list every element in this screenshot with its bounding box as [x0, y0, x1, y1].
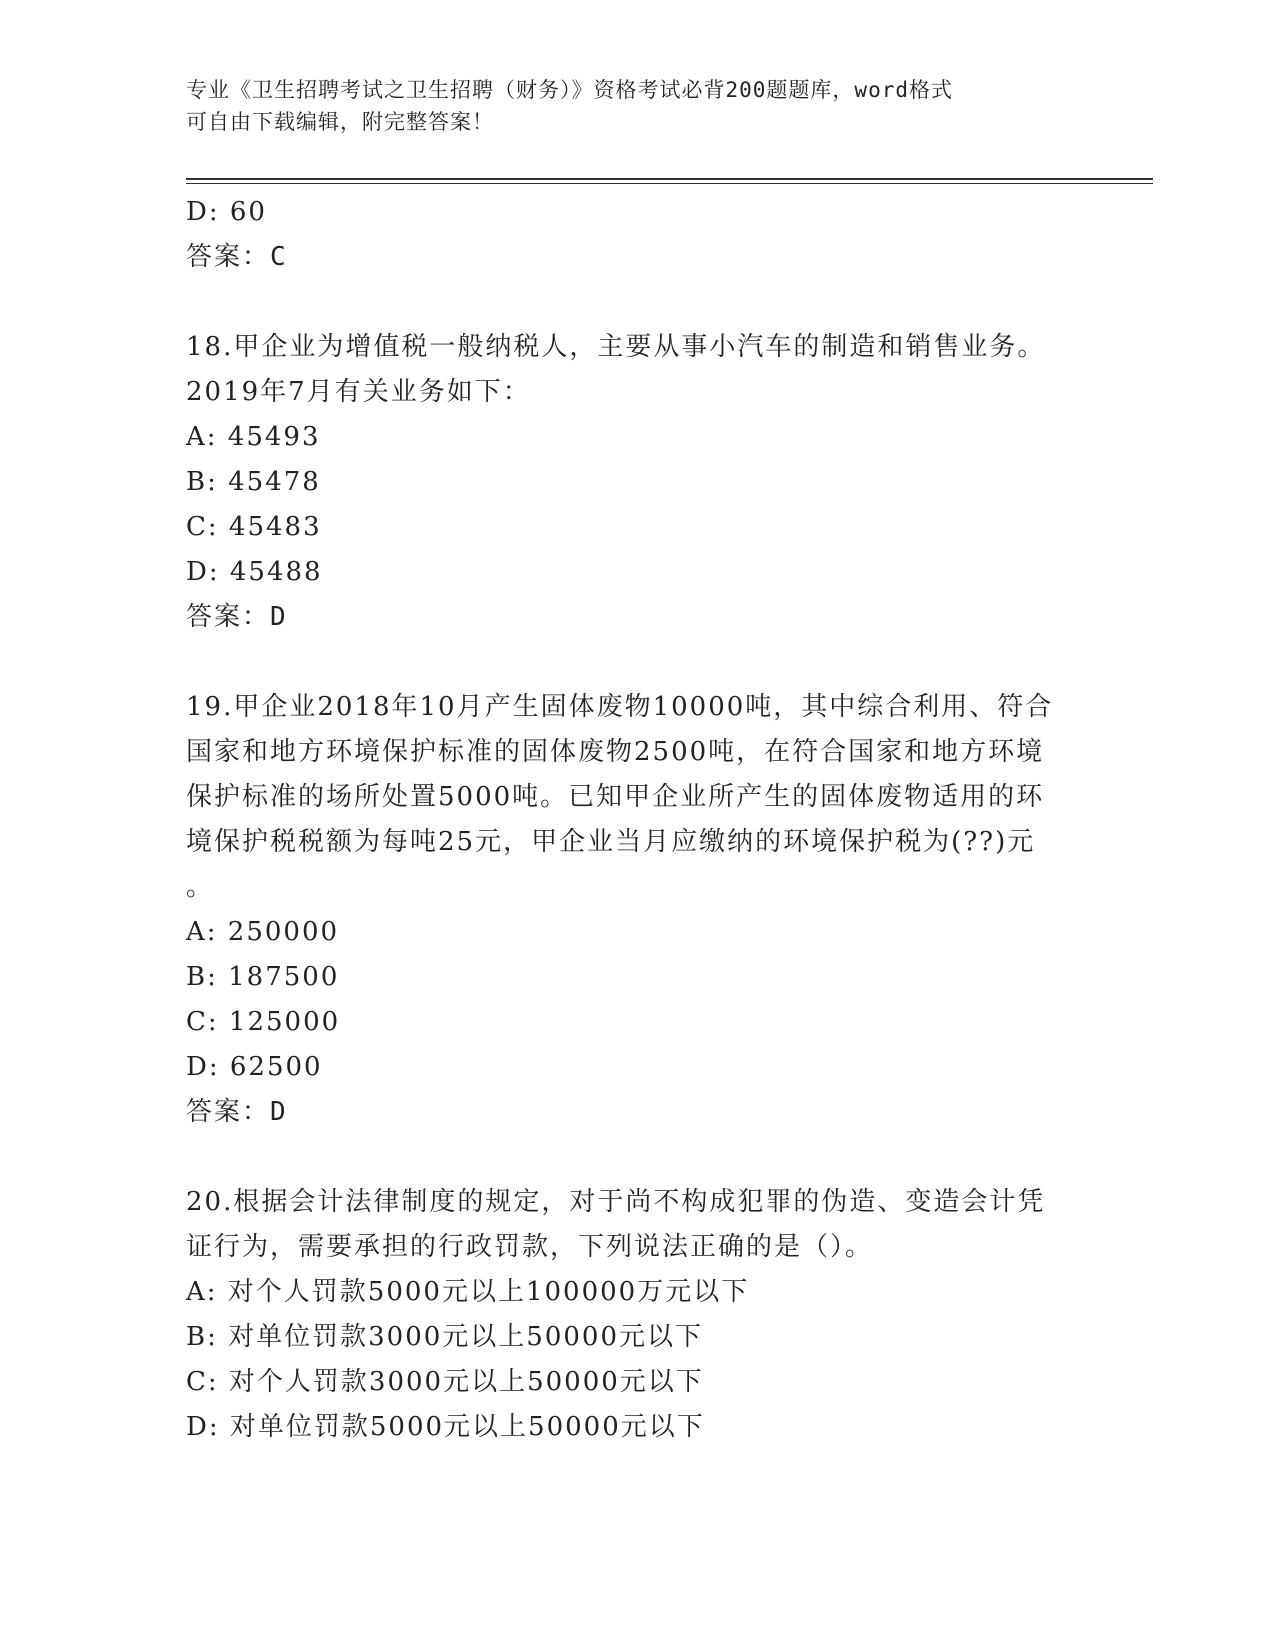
- header-divider-thick: [186, 178, 1153, 180]
- document-body: [186, 190, 1086, 1450]
- question-17-tail: [186, 190, 1086, 280]
- q20-option-b: B: 对单位罚款3000元以上50000元以下: [186, 1322, 704, 1352]
- q18-option-d: D: 45488: [186, 557, 323, 587]
- header-line-2: 可自由下载编辑，附完整答案！: [186, 110, 494, 134]
- q20-stem-line: 20.根据会计法律制度的规定，对于尚不构成犯罪的伪造、变造会计凭: [186, 1187, 1046, 1217]
- q20-stem: [186, 1180, 1086, 1270]
- question-19: [186, 685, 1086, 1135]
- q19-stem-line: 国家和地方环境保护标准的固体废物2500吨，在符合国家和地方环境: [186, 737, 1045, 767]
- q19-stem-line: 19.甲企业2018年10月产生固体废物10000吨，其中综合利用、符合: [186, 692, 1054, 722]
- q18-stem: [186, 325, 1086, 415]
- q20-option-a: A: 对个人罚款5000元以上100000万元以下: [186, 1277, 750, 1307]
- document-header: [186, 74, 1066, 138]
- q17-answer: 答案：C: [186, 242, 288, 272]
- q19-option-c: C: 125000: [186, 1007, 341, 1037]
- q18-option-a: A: 45493: [186, 422, 321, 452]
- q20-option-c: C: 对个人罚款3000元以上50000元以下: [186, 1367, 704, 1397]
- question-20: [186, 1180, 1086, 1450]
- q17-option-d: D: 60: [186, 197, 267, 227]
- q19-stem-line: 境保护税税额为每吨25元，甲企业当月应缴纳的环境保护税为(??)元: [186, 827, 1036, 857]
- q19-option-b: B: 187500: [186, 962, 340, 992]
- q18-stem-line: 2019年7月有关业务如下：: [186, 377, 531, 407]
- q19-stem: [186, 685, 1086, 910]
- q19-option-a: A: 250000: [186, 917, 340, 947]
- q18-answer: 答案：D: [186, 602, 288, 632]
- q19-option-d: D: 62500: [186, 1052, 323, 1082]
- q18-option-c: C: 45483: [186, 512, 322, 542]
- q19-answer: 答案：D: [186, 1097, 288, 1127]
- q18-stem-line: 18.甲企业为增值税一般纳税人，主要从事小汽车的制造和销售业务。: [186, 332, 1046, 362]
- q19-stem-line: 保护标准的场所处置5000吨。已知甲企业所产生的固体废物适用的环: [186, 782, 1045, 812]
- header-divider-thin: [186, 183, 1153, 184]
- q20-stem-line: 证行为，需要承担的行政罚款，下列说法正确的是（）。: [186, 1232, 874, 1262]
- header-line-1: 专业《卫生招聘考试之卫生招聘（财务）》资格考试必背200题题库，word格式: [186, 78, 953, 102]
- q20-option-d: D: 对单位罚款5000元以上50000元以下: [186, 1412, 705, 1442]
- q19-stem-line: 。: [186, 872, 215, 902]
- q18-option-b: B: 45478: [186, 467, 321, 497]
- question-18: [186, 325, 1086, 640]
